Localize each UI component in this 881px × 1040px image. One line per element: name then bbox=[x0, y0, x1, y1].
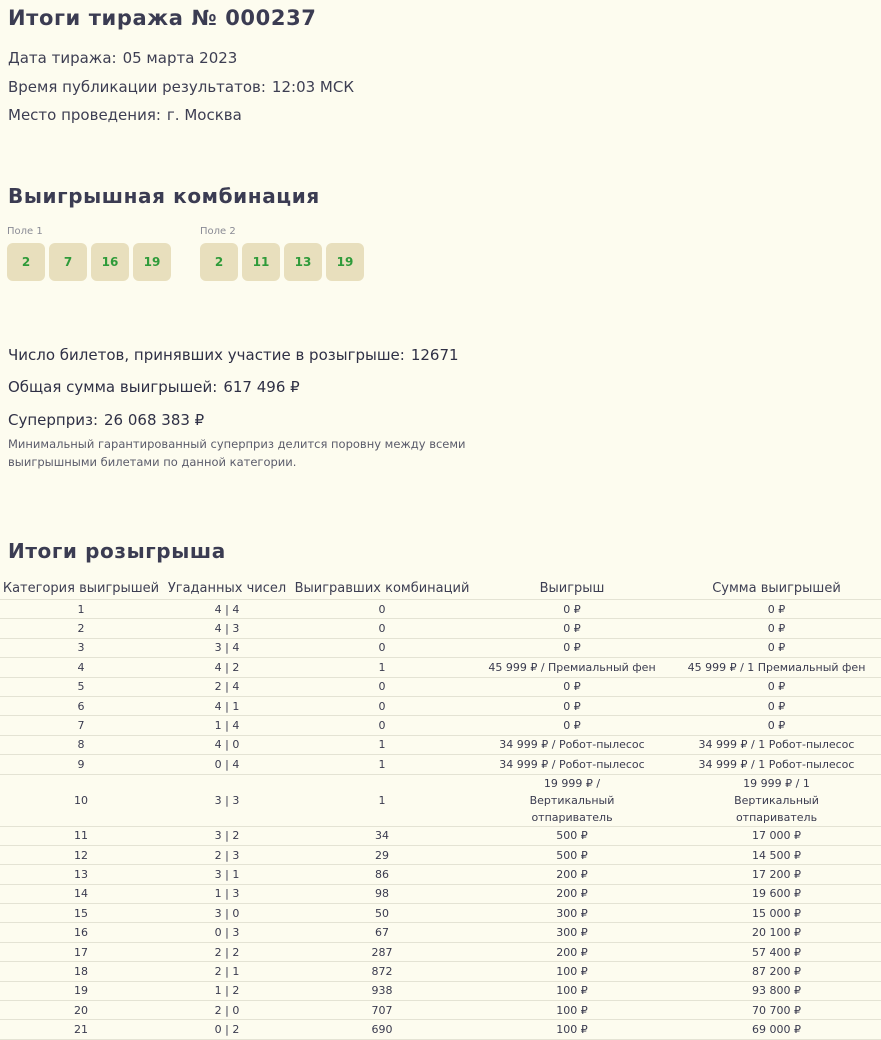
cell-sum: 0 ₽ bbox=[672, 716, 881, 735]
cell-category: 12 bbox=[0, 845, 162, 864]
draw-place bbox=[8, 106, 242, 124]
table-row bbox=[0, 1020, 881, 1039]
ball: 11 bbox=[242, 243, 280, 281]
cell-combinations: 0 bbox=[292, 638, 472, 657]
table-row bbox=[0, 638, 881, 657]
cell-category: 13 bbox=[0, 865, 162, 884]
cell-prize: 0 ₽ bbox=[472, 716, 672, 735]
cell-prize: 0 ₽ bbox=[472, 619, 672, 638]
cell-prize: 100 ₽ bbox=[472, 1020, 672, 1039]
table-row bbox=[0, 923, 881, 942]
results-body bbox=[0, 600, 881, 1040]
cell-prize: 0 ₽ bbox=[472, 696, 672, 715]
cell-sum: 57 400 ₽ bbox=[672, 942, 881, 961]
cell-category: 8 bbox=[0, 735, 162, 754]
header-guessed: Угаданных чисел bbox=[162, 578, 292, 600]
cell-sum: 0 ₽ bbox=[672, 619, 881, 638]
draw-place-value: г. Москва bbox=[166, 106, 242, 124]
total-winnings bbox=[8, 378, 300, 396]
ball: 2 bbox=[200, 243, 238, 281]
table-row bbox=[0, 962, 881, 981]
cell-guessed: 4 | 2 bbox=[162, 658, 292, 677]
cell-combinations: 86 bbox=[292, 865, 472, 884]
ball: 13 bbox=[284, 243, 322, 281]
ball: 19 bbox=[326, 243, 364, 281]
cell-guessed: 3 | 3 bbox=[162, 774, 292, 826]
cell-combinations: 0 bbox=[292, 696, 472, 715]
cell-combinations: 872 bbox=[292, 962, 472, 981]
cell-prize: 100 ₽ bbox=[472, 1001, 672, 1020]
cell-guessed: 4 | 3 bbox=[162, 619, 292, 638]
table-row bbox=[0, 942, 881, 961]
cell-combinations: 287 bbox=[292, 942, 472, 961]
cell-category: 1 bbox=[0, 600, 162, 619]
tickets-count bbox=[8, 346, 459, 364]
cell-category: 16 bbox=[0, 923, 162, 942]
cell-guessed: 4 | 0 bbox=[162, 735, 292, 754]
ball: 7 bbox=[49, 243, 87, 281]
header-prize: Выигрыш bbox=[472, 578, 672, 600]
results-title: Итоги розыгрыша bbox=[8, 539, 226, 563]
table-row bbox=[0, 904, 881, 923]
table-row bbox=[0, 677, 881, 696]
cell-sum: 34 999 ₽ / 1 Робот-пылесос bbox=[672, 735, 881, 754]
cell-combinations: 0 bbox=[292, 716, 472, 735]
cell-combinations: 0 bbox=[292, 600, 472, 619]
cell-sum: 17 000 ₽ bbox=[672, 826, 881, 845]
cell-sum: 0 ₽ bbox=[672, 638, 881, 657]
cell-sum: 45 999 ₽ / 1 Премиальный фен bbox=[672, 658, 881, 677]
cell-category: 21 bbox=[0, 1020, 162, 1039]
cell-guessed: 2 | 2 bbox=[162, 942, 292, 961]
ball: 2 bbox=[7, 243, 45, 281]
cell-guessed: 4 | 4 bbox=[162, 600, 292, 619]
header-combinations: Выигравших комбинаций bbox=[292, 578, 472, 600]
cell-sum: 14 500 ₽ bbox=[672, 845, 881, 864]
superprize-label: Суперприз: bbox=[8, 411, 99, 429]
superprize-value: 26 068 383 ₽ bbox=[104, 411, 205, 429]
table-row bbox=[0, 658, 881, 677]
cell-sum: 15 000 ₽ bbox=[672, 904, 881, 923]
cell-combinations: 0 bbox=[292, 677, 472, 696]
table-row bbox=[0, 716, 881, 735]
cell-combinations: 98 bbox=[292, 884, 472, 903]
publish-time-value: 12:03 МСК bbox=[271, 78, 354, 96]
cell-guessed: 2 | 4 bbox=[162, 677, 292, 696]
cell-category: 20 bbox=[0, 1001, 162, 1020]
cell-guessed: 0 | 2 bbox=[162, 1020, 292, 1039]
cell-category: 17 bbox=[0, 942, 162, 961]
field2-label: Поле 2 bbox=[200, 226, 236, 237]
table-row bbox=[0, 845, 881, 864]
cell-guessed: 0 | 4 bbox=[162, 755, 292, 774]
cell-prize: 0 ₽ bbox=[472, 638, 672, 657]
cell-combinations: 1 bbox=[292, 755, 472, 774]
cell-combinations: 1 bbox=[292, 774, 472, 826]
cell-prize: 100 ₽ bbox=[472, 962, 672, 981]
cell-sum: 19 600 ₽ bbox=[672, 884, 881, 903]
cell-prize: 0 ₽ bbox=[472, 677, 672, 696]
ball: 16 bbox=[91, 243, 129, 281]
cell-guessed: 2 | 0 bbox=[162, 1001, 292, 1020]
table-row bbox=[0, 865, 881, 884]
cell-category: 9 bbox=[0, 755, 162, 774]
table-row bbox=[0, 826, 881, 845]
header-category: Категория выигрышей bbox=[0, 578, 162, 600]
cell-category: 2 bbox=[0, 619, 162, 638]
draw-place-label: Место проведения: bbox=[8, 106, 161, 124]
cell-sum: 34 999 ₽ / 1 Робот-пылесос bbox=[672, 755, 881, 774]
cell-category: 3 bbox=[0, 638, 162, 657]
cell-category: 6 bbox=[0, 696, 162, 715]
field1-label: Поле 1 bbox=[7, 226, 43, 237]
cell-combinations: 707 bbox=[292, 1001, 472, 1020]
ball: 19 bbox=[133, 243, 171, 281]
cell-prize: 200 ₽ bbox=[472, 942, 672, 961]
cell-prize: 200 ₽ bbox=[472, 865, 672, 884]
cell-combinations: 29 bbox=[292, 845, 472, 864]
cell-sum: 69 000 ₽ bbox=[672, 1020, 881, 1039]
cell-combinations: 0 bbox=[292, 619, 472, 638]
cell-sum: 0 ₽ bbox=[672, 600, 881, 619]
cell-category: 11 bbox=[0, 826, 162, 845]
cell-prize: 34 999 ₽ / Робот-пылесос bbox=[472, 735, 672, 754]
superprize bbox=[8, 411, 204, 429]
superprize-note: Минимальный гарантированный суперприз делится поровну между всеми выигрышными билетами по данной категории. bbox=[8, 437, 466, 469]
draw-date bbox=[8, 49, 237, 67]
tickets-count-label: Число билетов, принявших участие в розыгрыше: bbox=[8, 346, 405, 364]
cell-category: 19 bbox=[0, 981, 162, 1000]
table-row bbox=[0, 981, 881, 1000]
cell-sum: 87 200 ₽ bbox=[672, 962, 881, 981]
cell-guessed: 3 | 4 bbox=[162, 638, 292, 657]
cell-guessed: 1 | 3 bbox=[162, 884, 292, 903]
tickets-count-value: 12671 bbox=[410, 346, 459, 364]
cell-category: 18 bbox=[0, 962, 162, 981]
cell-prize: 300 ₽ bbox=[472, 923, 672, 942]
table-row bbox=[0, 884, 881, 903]
cell-sum: 0 ₽ bbox=[672, 696, 881, 715]
cell-guessed: 4 | 1 bbox=[162, 696, 292, 715]
cell-sum: 93 800 ₽ bbox=[672, 981, 881, 1000]
header-sum: Сумма выигрышей bbox=[672, 578, 881, 600]
cell-prize: 200 ₽ bbox=[472, 884, 672, 903]
cell-guessed: 1 | 2 bbox=[162, 981, 292, 1000]
table-row bbox=[0, 755, 881, 774]
publish-time bbox=[8, 78, 354, 96]
cell-prize: 19 999 ₽ / Вертикальный отпариватель bbox=[472, 774, 672, 826]
table-row bbox=[0, 600, 881, 619]
cell-guessed: 2 | 3 bbox=[162, 845, 292, 864]
cell-sum: 19 999 ₽ / 1 Вертикальный отпариватель bbox=[672, 774, 881, 826]
total-winnings-label: Общая сумма выигрышей: bbox=[8, 378, 218, 396]
cell-combinations: 50 bbox=[292, 904, 472, 923]
cell-category: 14 bbox=[0, 884, 162, 903]
cell-guessed: 3 | 2 bbox=[162, 826, 292, 845]
cell-guessed: 2 | 1 bbox=[162, 962, 292, 981]
cell-prize: 45 999 ₽ / Премиальный фен bbox=[472, 658, 672, 677]
field2-balls bbox=[200, 243, 364, 281]
cell-combinations: 67 bbox=[292, 923, 472, 942]
cell-sum: 20 100 ₽ bbox=[672, 923, 881, 942]
cell-prize: 500 ₽ bbox=[472, 826, 672, 845]
cell-sum: 17 200 ₽ bbox=[672, 865, 881, 884]
cell-prize: 100 ₽ bbox=[472, 981, 672, 1000]
cell-guessed: 3 | 0 bbox=[162, 904, 292, 923]
table-row bbox=[0, 1001, 881, 1020]
cell-prize: 300 ₽ bbox=[472, 904, 672, 923]
cell-prize: 0 ₽ bbox=[472, 600, 672, 619]
cell-combinations: 1 bbox=[292, 735, 472, 754]
draw-date-label: Дата тиража: bbox=[8, 49, 117, 67]
table-row bbox=[0, 774, 881, 826]
field1-balls bbox=[7, 243, 171, 281]
cell-category: 4 bbox=[0, 658, 162, 677]
cell-category: 7 bbox=[0, 716, 162, 735]
results-header-row bbox=[0, 578, 881, 600]
total-winnings-value: 617 496 ₽ bbox=[223, 378, 300, 396]
cell-category: 15 bbox=[0, 904, 162, 923]
table-row bbox=[0, 735, 881, 754]
page-title: Итоги тиража № 000237 bbox=[8, 6, 317, 30]
results-table bbox=[0, 578, 881, 1040]
cell-guessed: 0 | 3 bbox=[162, 923, 292, 942]
cell-combinations: 34 bbox=[292, 826, 472, 845]
cell-sum: 70 700 ₽ bbox=[672, 1001, 881, 1020]
table-row bbox=[0, 696, 881, 715]
cell-prize: 500 ₽ bbox=[472, 845, 672, 864]
table-row bbox=[0, 619, 881, 638]
cell-sum: 0 ₽ bbox=[672, 677, 881, 696]
cell-prize: 34 999 ₽ / Робот-пылесос bbox=[472, 755, 672, 774]
cell-combinations: 1 bbox=[292, 658, 472, 677]
combination-title: Выигрышная комбинация bbox=[8, 184, 320, 208]
cell-combinations: 938 bbox=[292, 981, 472, 1000]
cell-category: 10 bbox=[0, 774, 162, 826]
draw-date-value: 05 марта 2023 bbox=[122, 49, 238, 67]
cell-guessed: 3 | 1 bbox=[162, 865, 292, 884]
cell-category: 5 bbox=[0, 677, 162, 696]
cell-combinations: 690 bbox=[292, 1020, 472, 1039]
cell-guessed: 1 | 4 bbox=[162, 716, 292, 735]
publish-time-label: Время публикации результатов: bbox=[8, 78, 266, 96]
